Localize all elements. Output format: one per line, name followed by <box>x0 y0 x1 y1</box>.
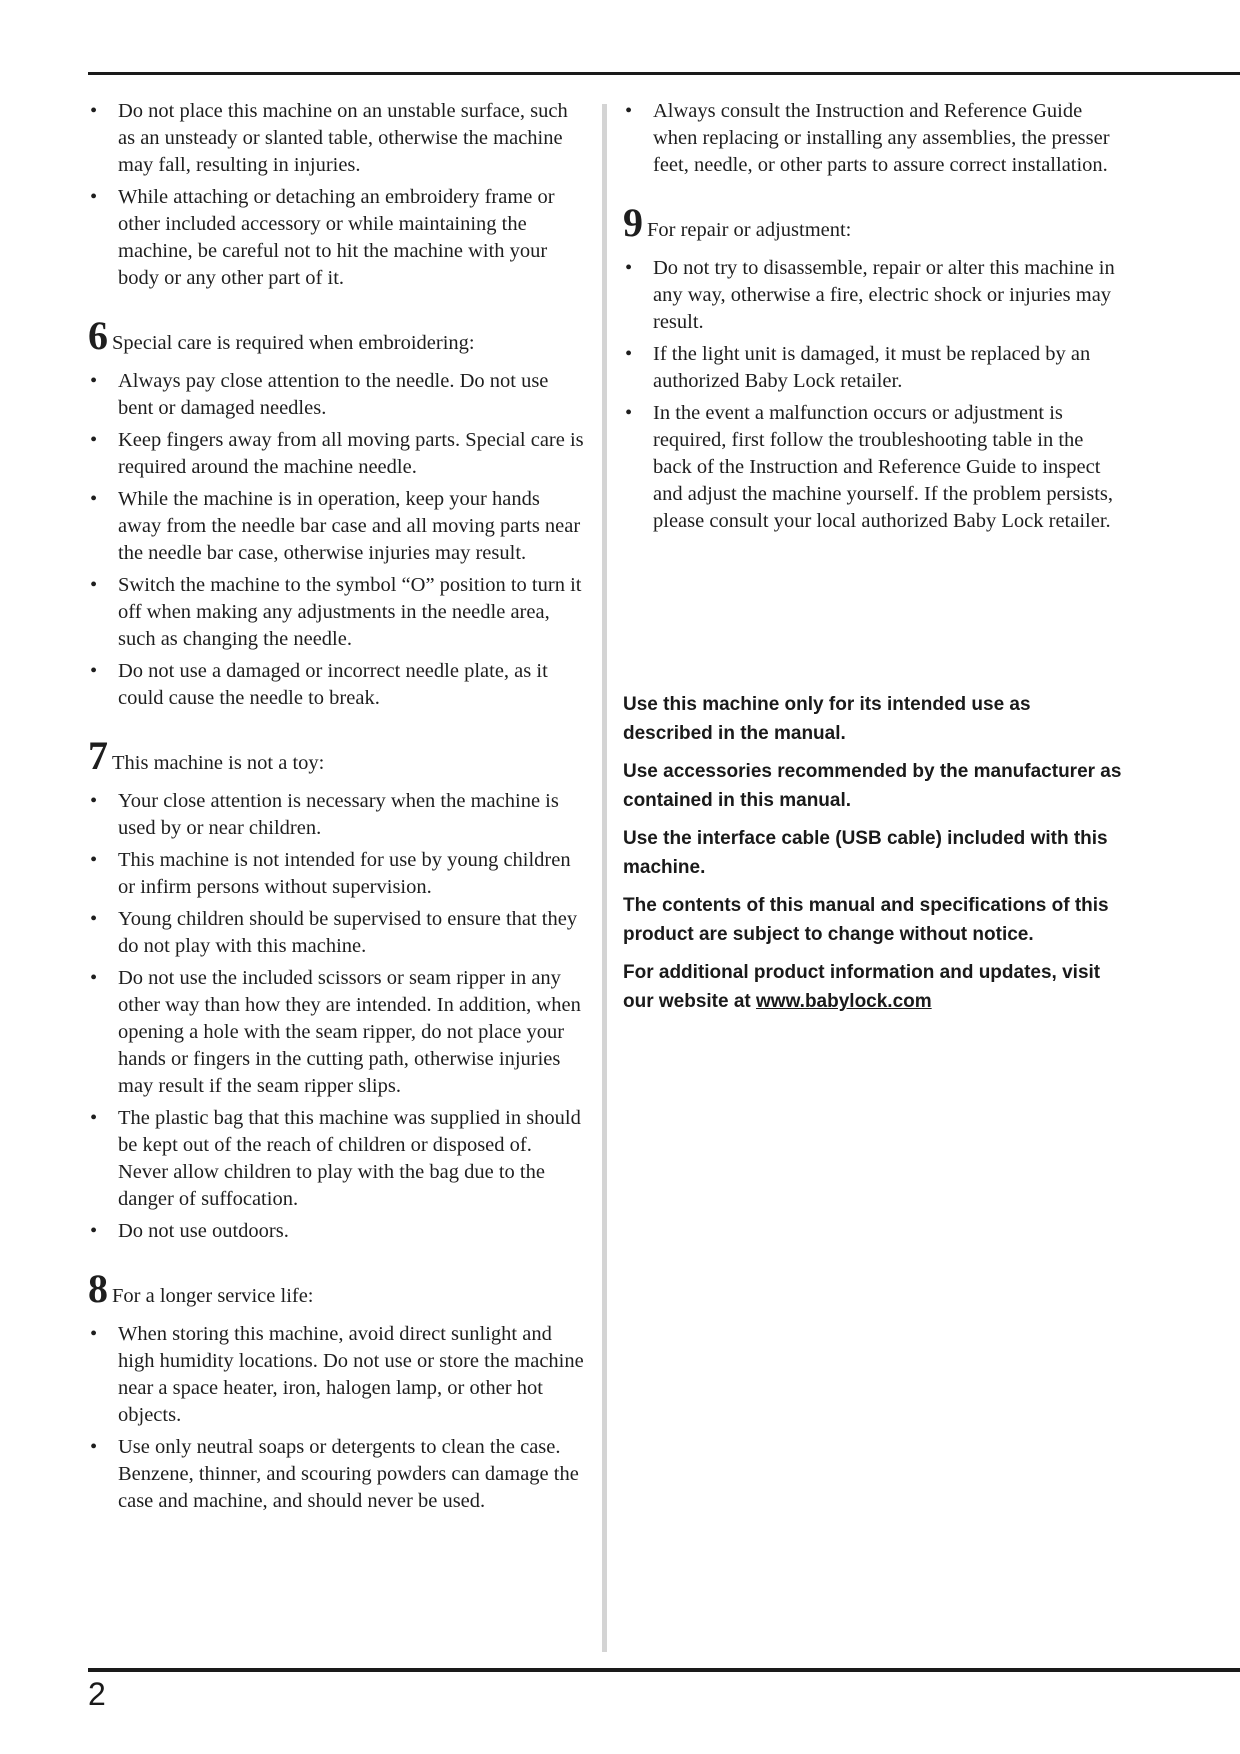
bullet-icon: • <box>625 100 633 122</box>
section-title: For a longer service life: <box>112 1285 314 1307</box>
top-rule <box>88 72 1240 75</box>
right-intro-bullet-list <box>623 98 1123 179</box>
list-item: • While attaching or detaching an embroidery frame or other included accessory or while maintaining the machine, be careful not to hit the machine with your body or any other part of it. <box>90 186 555 289</box>
list-item: • Switch the machine to the symbol “O” position to turn it off when making any adjustments in the needle area, such as changing the needle. <box>90 574 582 650</box>
bullet-icon: • <box>90 488 98 510</box>
list-item: • When storing this machine, avoid direct sunlight and high humidity locations. Do not use or store the machine near a space heater, iron, halogen lamp, or other hot objects. <box>90 1323 584 1426</box>
section-title: For repair or adjustment: <box>647 219 852 241</box>
section-number: 8 <box>88 1266 108 1311</box>
section-number: 9 <box>623 200 643 245</box>
bullet-icon: • <box>90 100 98 122</box>
section-7-list <box>88 788 584 1245</box>
bullet-icon: • <box>90 1107 98 1129</box>
bullet-icon: • <box>90 429 98 451</box>
note-specifications: The contents of this manual and specifications of this product are subject to change without notice. <box>623 895 1109 945</box>
list-item: • Do not use a damaged or incorrect needle plate, as it could cause the needle to break. <box>90 660 548 709</box>
section-number: 6 <box>88 313 108 358</box>
bullet-icon: • <box>90 849 98 871</box>
bullet-icon: • <box>90 1323 98 1345</box>
usage-notes <box>623 690 1123 1025</box>
list-item: • In the event a malfunction occurs or adjustment is required, first follow the troubleshooting table in the back of the Instruction and Reference Guide to inspect and adjust the machine yourself. If the problem persists, please consult your local authorized Baby Lock retailer. <box>625 402 1113 532</box>
list-item: • Your close attention is necessary when the machine is used by or near children. <box>90 790 559 839</box>
section-9-list <box>623 255 1123 535</box>
list-item: • Do not use the included scissors or seam ripper in any other way than how they are intended. In addition, when opening a hole with the seam ripper, do not place your hands or fingers in the cutting path, otherwise injuries may result if the seam ripper slips. <box>90 967 581 1097</box>
bullet-icon: • <box>90 967 98 989</box>
section-7-heading <box>88 733 584 778</box>
section-9-heading <box>623 200 1123 245</box>
note-website: For additional product information and updates, visit our website at www.babylock.com <box>623 962 1101 1012</box>
section-title: Special care is required when embroidering: <box>112 332 475 354</box>
list-item: • Keep fingers away from all moving parts. Special care is required around the machine needle. <box>90 429 584 478</box>
bullet-icon: • <box>625 257 633 279</box>
list-item: • Do not try to disassemble, repair or alter this machine in any way, otherwise a fire, electric shock or injuries may result. <box>625 257 1115 333</box>
page-number: 2 <box>88 1676 106 1712</box>
section-number: 7 <box>88 733 108 778</box>
bullet-icon: • <box>90 660 98 682</box>
bullet-icon: • <box>90 1220 98 1242</box>
section-6-list <box>88 368 584 712</box>
list-item: • Young children should be supervised to ensure that they do not play with this machine. <box>90 908 578 957</box>
list-item: • Always consult the Instruction and Reference Guide when replacing or installing any assemblies, the presser feet, needle, or other parts to assure correct installation. <box>625 100 1110 176</box>
column-divider <box>602 104 607 1652</box>
list-item: • Always pay close attention to the needle. Do not use bent or damaged needles. <box>90 370 549 419</box>
list-item: • Do not use outdoors. <box>88 1218 584 1245</box>
bullet-icon: • <box>90 1436 98 1458</box>
section-6-heading <box>88 313 584 358</box>
section-8-list <box>88 1321 584 1515</box>
list-item: • The plastic bag that this machine was supplied in should be kept out of the reach of children or disposed of. Never allow children to play with the bag due to the danger of suffocation. <box>90 1107 581 1210</box>
list-item: • This machine is not intended for use by young children or infirm persons without supervision. <box>90 849 571 898</box>
bullet-icon: • <box>625 402 633 424</box>
bullet-icon: • <box>90 908 98 930</box>
list-item: • Use only neutral soaps or detergents to clean the case. Benzene, thinner, and scouring powders can damage the case and machine, and should never be used. <box>90 1436 579 1512</box>
bullet-icon: • <box>90 370 98 392</box>
bullet-icon: • <box>90 790 98 812</box>
list-item: • If the light unit is damaged, it must be replaced by an authorized Baby Lock retailer. <box>625 343 1091 392</box>
section-title: This machine is not a toy: <box>112 752 325 774</box>
section-8-heading <box>88 1266 584 1311</box>
right-column <box>623 98 1123 540</box>
list-item: • Do not place this machine on an unstable surface, such as an unsteady or slanted table, otherwise the machine may fall, resulting in injuries. <box>90 100 568 176</box>
list-item: • While the machine is in operation, keep your hands away from the needle bar case and all moving parts near the needle bar case, otherwise injuries may result. <box>90 488 581 564</box>
website-link[interactable]: www.babylock.com <box>756 991 932 1012</box>
bullet-icon: • <box>625 343 633 365</box>
note-intended-use: Use this machine only for its intended use as described in the manual. <box>623 694 1031 744</box>
bottom-rule <box>88 1668 1240 1672</box>
note-accessories: Use accessories recommended by the manufacturer as contained in this manual. <box>623 761 1122 811</box>
note-usb-cable: Use the interface cable (USB cable) included with this machine. <box>623 828 1108 878</box>
intro-bullet-list <box>88 98 584 292</box>
left-column <box>88 98 584 1520</box>
bullet-icon: • <box>90 574 98 596</box>
bullet-icon: • <box>90 186 98 208</box>
